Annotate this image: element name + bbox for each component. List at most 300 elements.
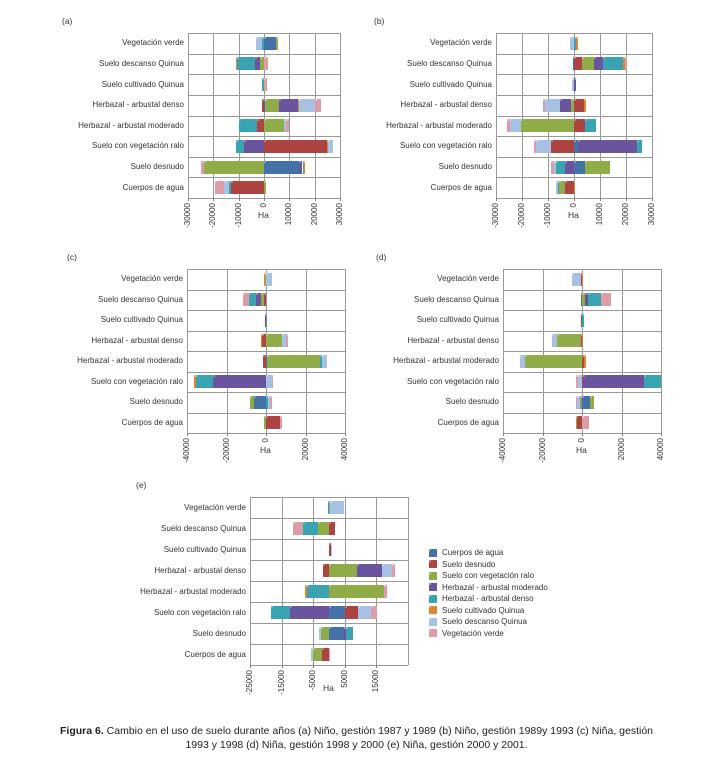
bar-segment-descanso: [572, 273, 581, 286]
axis-tick: [600, 198, 601, 201]
axis-tick: [503, 433, 504, 436]
gridline: [188, 33, 189, 198]
gridline: [543, 269, 544, 433]
bar-segment-verde: [215, 181, 224, 194]
axis-tick: [187, 433, 188, 436]
bar-segment-ralo: [264, 119, 284, 132]
axis-tick: [548, 198, 549, 201]
gridline: [652, 33, 653, 198]
category-label: Suelo desnudo: [445, 397, 499, 407]
bar-segment-denso: [196, 375, 212, 388]
bar-segment-descanso: [570, 37, 574, 50]
x-tick-label: -40000: [498, 438, 507, 463]
category-label: Vegetación verde: [184, 502, 246, 512]
category-label: Herbazal - arbustal denso: [92, 100, 184, 110]
bar-segment-moderado: [583, 375, 643, 388]
bar-segment-desnudo: [231, 181, 264, 194]
bar-segment-denso: [588, 293, 601, 306]
bar-segment-descanso: [299, 99, 315, 112]
bar-segment-desnudo: [322, 648, 329, 661]
category-label: Herbazal - arbustal moderado: [140, 586, 246, 596]
legend-item: [429, 582, 548, 594]
bar-segment-ralo: [321, 627, 329, 640]
bar-segment-cultivado: [305, 585, 307, 598]
bar-segment-agua: [329, 627, 344, 640]
bar-segment-descanso: [577, 396, 580, 409]
bar-segment-verde: [264, 78, 267, 91]
legend-label: Suelo descanso Quinua: [442, 617, 527, 627]
denso-swatch: [429, 595, 437, 603]
category-label: Herbazal - arbustal moderado: [393, 356, 499, 366]
bar-segment-denso: [637, 140, 642, 153]
bar-segment-ralo: [264, 416, 266, 429]
bar-segment-ralo: [318, 522, 329, 535]
bar-segment-descanso: [510, 119, 521, 132]
bar-segment-agua: [264, 37, 276, 50]
bar-segment-moderado: [594, 57, 603, 70]
bar-segment-denso: [644, 375, 662, 388]
gridline: [548, 33, 549, 198]
axis-tick: [376, 665, 377, 668]
chart-a: [62, 16, 344, 228]
x-tick-label: -30000: [491, 203, 500, 228]
bar-segment-ralo: [521, 119, 574, 132]
x-tick-label: -30000: [183, 203, 192, 228]
category-label: Cuerpos de agua: [437, 417, 499, 427]
bar-segment-descanso: [322, 355, 327, 368]
bar-segment-denso: [581, 396, 582, 409]
category-label: Vegetación verde: [122, 38, 184, 48]
bar-segment-cultivado: [261, 334, 262, 347]
category-label: Suelo con vegetación ralo: [406, 376, 499, 386]
axis-tick: [574, 198, 575, 201]
axis-tick: [188, 198, 189, 201]
bar-segment-cultivado: [582, 334, 583, 347]
bar-segment-desnudo: [574, 57, 582, 70]
panel-label-c: (c): [67, 252, 77, 262]
bar-segment-moderado: [290, 606, 329, 619]
bar-segment-cultivado: [584, 99, 587, 112]
bar-segment-desnudo: [565, 181, 574, 194]
bar-segment-verde: [384, 585, 387, 598]
bar-segment-descanso: [266, 273, 272, 286]
x-tick-label: 20000: [309, 203, 319, 226]
category-label: Suelo cultivado Quinua: [101, 79, 184, 89]
category-label: Suelo descanso Quinua: [99, 58, 184, 68]
chart-b: [374, 16, 656, 228]
axis-tick: [345, 433, 346, 436]
category-label: Cuerpos de agua: [184, 649, 246, 659]
bar-segment-denso: [558, 181, 559, 194]
gridline: [227, 269, 228, 433]
bar-segment-descanso: [556, 181, 558, 194]
gridline: [622, 269, 623, 433]
gridline: [250, 497, 251, 665]
legend-item: [429, 616, 548, 628]
x-tick-label: -15000: [276, 670, 286, 695]
bar-segment-verde: [329, 648, 330, 661]
x-tick-label: 15000: [371, 670, 381, 693]
bar-segment-ralo: [276, 37, 277, 50]
bar-segment-descanso: [552, 334, 557, 347]
category-label: Herbazal - arbustal moderado: [78, 120, 184, 130]
axis-tick: [266, 433, 267, 436]
bar-segment-descanso: [536, 140, 551, 153]
bar-segment-denso: [585, 119, 597, 132]
legend-label: Suelo desnudo: [442, 559, 496, 569]
bar-segment-cultivado: [574, 181, 575, 194]
bar-segment-verde: [280, 416, 282, 429]
bar-segment-descanso: [578, 375, 582, 388]
x-tick-label: 10000: [595, 203, 604, 226]
panel-label-b: (b): [374, 16, 385, 26]
bar-segment-verde: [576, 375, 579, 388]
x-axis-title: Ha: [323, 683, 334, 693]
x-tick-label: 30000: [335, 203, 344, 226]
bar-segment-verde: [582, 416, 589, 429]
bar-segment-desnudo: [345, 606, 358, 619]
bar-segment-desnudo: [551, 140, 574, 153]
axis-tick: [313, 665, 314, 668]
category-label: Cuerpos de agua: [430, 182, 492, 192]
bar-segment-verde: [371, 606, 377, 619]
axis-tick: [213, 198, 214, 201]
category-label: Herbazal - arbustal moderado: [386, 120, 492, 130]
bar-segment-verde: [601, 293, 611, 306]
category-label: Suelo desnudo: [192, 628, 246, 638]
bar-segment-ralo: [525, 355, 582, 368]
legend: [429, 547, 548, 639]
bar-segment-descanso: [256, 37, 263, 50]
bar-segment-verde: [315, 99, 321, 112]
axis-tick: [250, 665, 251, 668]
legend-item: [429, 570, 548, 582]
bar-segment-ralo: [261, 293, 265, 306]
bar-segment-agua: [574, 161, 585, 174]
gridline: [250, 497, 408, 498]
gridline: [522, 33, 523, 198]
x-tick-label: 20000: [616, 438, 626, 461]
legend-label: Herbazal - arbustal denso: [442, 594, 534, 604]
legend-item: [429, 605, 548, 617]
bar-segment-moderado: [565, 161, 574, 174]
x-tick-label: 20000: [621, 203, 630, 226]
gridline: [315, 33, 316, 198]
category-label: Herbazal - arbustal denso: [400, 100, 492, 110]
chart-e: [136, 480, 408, 695]
bar-segment-desnudo: [574, 119, 585, 132]
category-label: Vegetación verde: [437, 274, 499, 284]
bar-segment-verde: [543, 99, 545, 112]
chart-c: [67, 252, 349, 463]
legend-label: Cuerpos de agua: [442, 548, 504, 558]
axis-tick: [264, 198, 265, 201]
bar-segment-ralo: [267, 355, 319, 368]
x-tick-label: 20000: [300, 438, 310, 461]
bar-segment-denso: [582, 314, 584, 327]
gridline: [187, 269, 188, 433]
cultivado-swatch: [429, 606, 437, 614]
bar-segment-denso: [237, 57, 255, 70]
x-tick-label: -20000: [537, 438, 547, 463]
desnudo-swatch: [429, 560, 437, 568]
bar-segment-ralo: [313, 648, 322, 661]
bar-segment-descanso: [572, 78, 574, 91]
bar-segment-moderado: [574, 78, 576, 91]
x-tick-label: 30000: [647, 203, 656, 226]
bar-segment-ralo: [329, 585, 384, 598]
axis-tick: [306, 433, 307, 436]
legend-label: Suelo con vegetación ralo: [442, 571, 535, 581]
axis-tick: [652, 198, 653, 201]
bar-segment-moderado: [256, 293, 261, 306]
bar-segment-ralo: [576, 416, 577, 429]
bar-segment-descanso: [319, 627, 322, 640]
bar-segment-moderado: [560, 99, 570, 112]
axis-tick: [582, 433, 583, 436]
x-tick-label: 0: [259, 203, 268, 208]
category-label: Cuerpos de agua: [121, 417, 183, 427]
bar-segment-denso: [328, 501, 329, 514]
bar-segment-descanso: [331, 543, 333, 556]
x-tick-label: 0: [577, 438, 586, 443]
bar-segment-cultivado: [304, 161, 305, 174]
x-tick-label: 0: [569, 203, 578, 208]
verde-swatch: [429, 629, 437, 637]
axis-tick: [626, 198, 627, 201]
figure-caption: [0, 724, 713, 752]
bar-segment-denso: [266, 314, 267, 327]
bar-segment-cultivado: [584, 355, 585, 368]
bar-segment-verde: [272, 375, 273, 388]
x-tick-label: -10000: [543, 203, 552, 228]
bar-segment-verde: [551, 161, 553, 174]
bar-segment-cultivado: [194, 375, 196, 388]
category-label: Vegetación verde: [121, 274, 183, 284]
x-tick-label: -25000: [245, 670, 254, 695]
legend-label: Suelo cultivado Quinua: [442, 605, 525, 615]
bar-segment-desnudo: [257, 119, 264, 132]
legend-item: [429, 628, 548, 640]
panel-label-a: (a): [62, 16, 73, 26]
bar-segment-verde: [243, 293, 250, 306]
axis-tick: [315, 198, 316, 201]
caption-line-2: 1993 y 1998 (d) Niña, gestión 1998 y 2000 (e) Niña, gestión 2000 y 2001.: [185, 739, 528, 751]
axis-tick: [661, 433, 662, 436]
bar-segment-denso: [271, 606, 290, 619]
bar-segment-denso: [262, 37, 264, 50]
bar-segment-descanso: [330, 501, 344, 514]
bar-segment-descanso: [224, 181, 229, 194]
gridline: [250, 665, 408, 666]
ralo-swatch: [429, 572, 437, 580]
bar-segment-verde: [286, 334, 288, 347]
category-label: Suelo cultivado Quinua: [416, 315, 499, 325]
bar-segment-cultivado: [582, 273, 583, 286]
bar-segment-ralo: [250, 396, 254, 409]
category-label: Suelo con vegetación ralo: [399, 141, 492, 151]
axis-tick: [622, 433, 623, 436]
bar-segment-ralo: [266, 334, 282, 347]
bar-segment-ralo: [571, 99, 574, 112]
x-axis-title: Ha: [568, 210, 579, 220]
bar-segment-moderado: [578, 140, 637, 153]
category-label: Suelo cultivado Quinua: [100, 315, 183, 325]
category-label: Suelo desnudo: [129, 397, 183, 407]
bar-segment-verde: [286, 119, 289, 132]
bar-segment-agua: [264, 161, 299, 174]
bar-segment-desnudo: [263, 355, 266, 368]
bar-segment-cultivado: [580, 396, 581, 409]
gridline: [496, 33, 497, 198]
gridline: [503, 269, 504, 433]
legend-label: Vegetación verde: [442, 628, 504, 638]
x-tick-label: 5000: [339, 670, 349, 688]
category-label: Suelo con vegetación ralo: [153, 607, 246, 617]
axis-tick: [496, 198, 497, 201]
bar-segment-ralo: [557, 334, 580, 347]
axis-tick: [345, 665, 346, 668]
bar-segment-ralo: [264, 181, 266, 194]
axis-tick: [282, 665, 283, 668]
category-label: Suelo descanso Quinua: [98, 294, 183, 304]
x-tick-label: -5000: [308, 670, 318, 691]
gridline: [282, 497, 283, 665]
axis-tick: [289, 198, 290, 201]
bar-segment-ralo: [582, 57, 594, 70]
bar-segment-moderado: [357, 564, 382, 577]
x-axis-title: Ha: [576, 445, 587, 455]
bar-segment-verde: [507, 119, 510, 132]
bar-segment-cultivado: [264, 273, 265, 286]
x-tick-label: 40000: [656, 438, 665, 461]
axis-tick: [522, 198, 523, 201]
category-label: Suelo descanso Quinua: [414, 294, 499, 304]
gridline: [376, 497, 377, 665]
bar-segment-agua: [254, 396, 266, 409]
bar-segment-ralo: [559, 181, 565, 194]
category-label: Herbazal - arbustal denso: [407, 335, 499, 345]
bar-segment-desnudo: [262, 99, 264, 112]
gridline: [306, 269, 307, 433]
bar-segment-verde: [201, 161, 204, 174]
x-tick-label: -10000: [233, 203, 243, 228]
legend-label: Herbazal - arbustal moderado: [442, 582, 548, 592]
bar-segment-verde: [293, 522, 303, 535]
agua-swatch: [429, 549, 437, 557]
x-axis-title: Ha: [260, 445, 271, 455]
bar-segment-descanso: [328, 140, 333, 153]
bar-segment-cultivado: [236, 57, 237, 70]
legend-item: [429, 593, 548, 605]
bar-segment-verde: [270, 396, 272, 409]
bar-segment-moderado: [255, 57, 260, 70]
bar-segment-descanso: [520, 355, 525, 368]
gridline: [345, 269, 346, 433]
bar-segment-descanso: [311, 648, 314, 661]
category-label: Suelo descanso Quinua: [407, 58, 492, 68]
bar-segment-agua: [582, 396, 590, 409]
gridline: [250, 539, 408, 540]
bar-segment-ralo: [204, 161, 264, 174]
x-tick-label: -20000: [221, 438, 231, 463]
panel-label-e: (e): [136, 480, 147, 490]
category-label: Herbazal - arbustal denso: [154, 565, 246, 575]
x-tick-label: -20000: [517, 203, 526, 228]
panel-label-d: (d): [376, 252, 387, 262]
bar-segment-descanso: [358, 606, 371, 619]
bar-segment-ralo: [265, 99, 279, 112]
caption-line-1: [60, 725, 653, 737]
bar-segment-denso: [249, 293, 256, 306]
gridline: [408, 497, 409, 665]
axis-tick: [227, 433, 228, 436]
x-tick-label: -20000: [208, 203, 218, 228]
gridline: [250, 644, 408, 645]
chart-d: [376, 252, 665, 463]
gridline: [340, 33, 341, 198]
bar-segment-cultivado: [576, 37, 577, 50]
category-label: Herbazal - arbustal denso: [91, 335, 183, 345]
category-label: Cuerpos de agua: [122, 182, 184, 192]
category-label: Suelo desnudo: [438, 162, 492, 172]
axis-tick: [340, 198, 341, 201]
bar-segment-denso: [346, 627, 353, 640]
category-label: Suelo descanso Quinua: [161, 523, 246, 533]
bar-segment-denso: [229, 181, 231, 194]
bar-segment-desnudo: [574, 99, 584, 112]
category-label: Vegetación verde: [430, 38, 492, 48]
bar-segment-descanso: [382, 564, 391, 577]
gridline: [661, 269, 662, 433]
bar-segment-ralo: [590, 396, 595, 409]
bar-segment-verde: [576, 396, 577, 409]
gridline: [250, 623, 408, 624]
legend-item: [429, 559, 548, 571]
bar-segment-desnudo: [329, 522, 335, 535]
caption-figure-number: Figura 6.: [59, 725, 104, 737]
moderado-swatch: [429, 583, 437, 591]
category-label: Suelo con vegetación ralo: [91, 141, 184, 151]
bar-segment-moderado: [244, 140, 264, 153]
bar-segment-descanso: [545, 99, 560, 112]
bar-segment-desnudo: [266, 416, 280, 429]
bar-segment-denso: [556, 161, 566, 174]
bar-segment-moderado: [279, 99, 298, 112]
x-axis-title: Ha: [258, 210, 269, 220]
axis-tick: [543, 433, 544, 436]
bar-segment-verde: [534, 140, 536, 153]
x-tick-label: 10000: [284, 203, 294, 226]
caption-line-1-text: Cambio en el uso de suelo durante años (a) Niño, gestión 1987 y 1989 (b) Niño, gestión 1989y 1993 (c) Niña, gestión: [103, 725, 654, 737]
bar-segment-desnudo: [264, 140, 327, 153]
bar-segment-verde: [392, 564, 396, 577]
gridline: [250, 518, 408, 519]
bar-segment-denso: [239, 119, 258, 132]
gridline: [250, 560, 408, 561]
bar-segment-desnudo: [264, 293, 266, 306]
bar-segment-denso: [307, 585, 329, 598]
legend-item: [429, 547, 548, 559]
bar-segment-descanso: [554, 161, 556, 174]
gridline: [250, 581, 408, 582]
x-tick-label: 0: [261, 438, 270, 443]
category-label: Suelo cultivado Quinua: [163, 544, 246, 554]
category-label: Suelo desnudo: [130, 162, 184, 172]
bar-segment-verde: [625, 57, 627, 70]
gridline: [250, 602, 408, 603]
axis-tick: [239, 198, 240, 201]
